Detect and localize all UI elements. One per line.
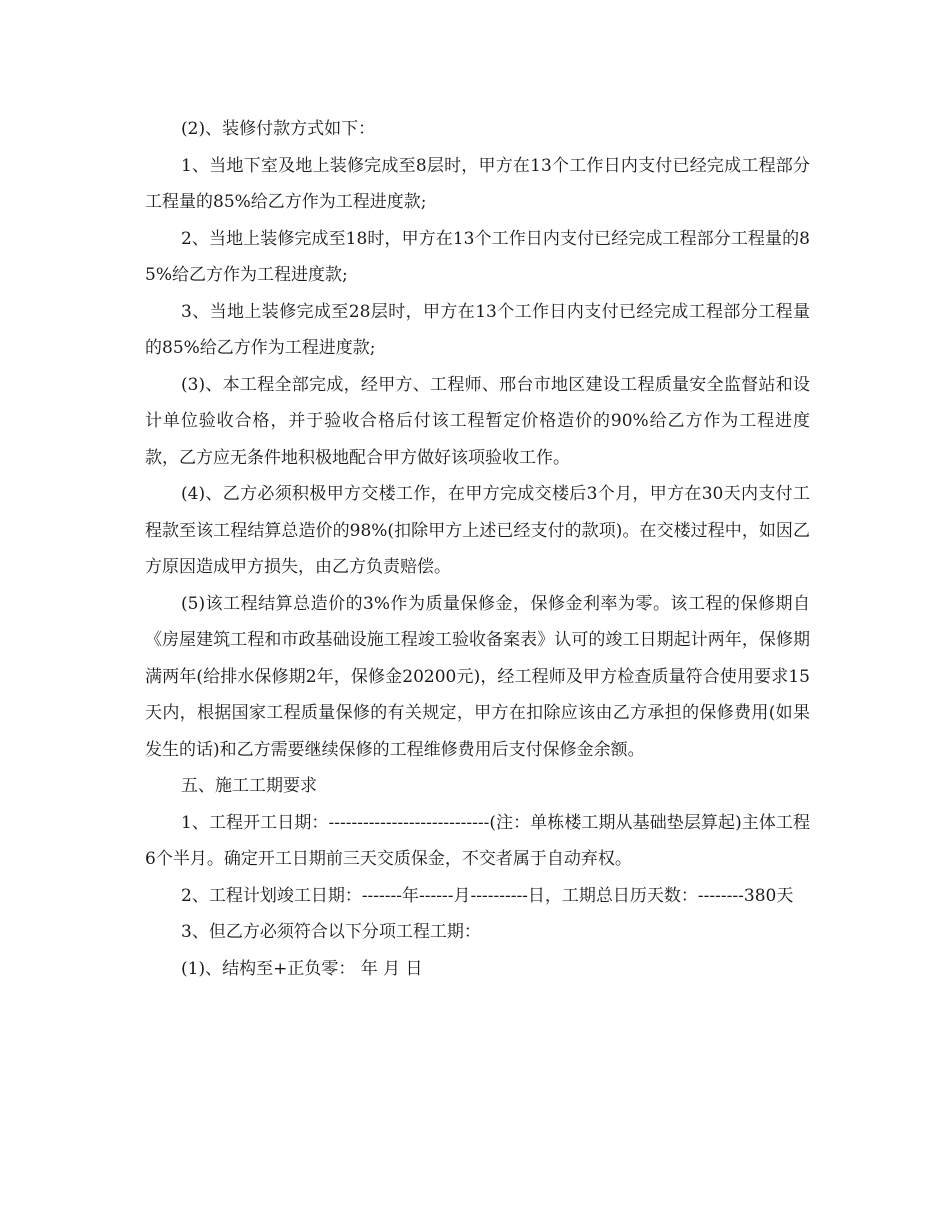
paragraph-clause-5-warranty: (5)该工程结算总造价的3%作为质量保修金，保修金利率为零。该工程的保修期自《房屋建筑工程和市政基础设施工程竣工验收备案表》认可的竣工日期起计两年，保修期满两年(给排水保修期2年，保修金20200元)，经工程师及甲方检查质量符合使用要求15天内，根据国家工程质量保修的有关规定，甲方在扣除应该由乙方承担的保修费用(如果发生的话)和乙方需要继续保修的工程维修费用后支付保修金余额。 — [145, 593, 810, 760]
paragraph-sub-schedule: 3、但乙方必须符合以下分项工程工期： — [181, 922, 481, 942]
paragraph-payment-item-2: 2、当地上装修完成至18时，甲方在13个工作日内支付已经完成工程部分工程量的85%给乙方作为工程进度款; — [145, 228, 810, 285]
paragraph-payment-method-heading: (2)、装修付款方式如下： — [181, 119, 376, 139]
paragraph-clause-3-acceptance: (3)、本工程全部完成，经甲方、工程师、邢台市地区建设工程质量安全监督站和设计单位验收合格，并于验收合格后付该工程暂定价格造价的90%给乙方作为工程进度款，乙方应无条件地积极地配合甲方做好该项验收工作。 — [145, 374, 810, 468]
paragraph-clause-4-handover: (4)、乙方必须积极甲方交楼工作，在甲方完成交楼后3个月，甲方在30天内支付工程款至该工程结算总造价的98%(扣除甲方上述已经支付的款项)。在交楼过程中，如因乙方原因造成甲方损失，由乙方负责赔偿。 — [145, 484, 810, 577]
section-heading-schedule: 五、施工工期要求 — [181, 776, 317, 796]
paragraph-payment-item-3: 3、当地上装修完成至28层时，甲方在13个工作日内支付已经完成工程部分工程量的85%给乙方作为工程进度款; — [145, 301, 810, 358]
paragraph-payment-item-1: 1、当地下室及地上装修完成至8层时，甲方在13个工作日内支付已经完成工程部分工程量的85%给乙方作为工程进度款; — [145, 155, 810, 212]
paragraph-structure-milestone: (1)、结构至+正负零： 年 月 日 — [181, 958, 423, 979]
paragraph-completion-date: 2、工程计划竣工日期：-------年------月----------日，工期总日历天数：--------380天 — [181, 885, 794, 906]
document-body — [145, 111, 810, 987]
paragraph-start-date: 1、工程开工日期：----------------------------(注：单栋楼工期从基础垫层算起)主体工程6个半月。确定开工日期前三天交质保金，不交者属于自动弃权。 — [145, 812, 810, 869]
